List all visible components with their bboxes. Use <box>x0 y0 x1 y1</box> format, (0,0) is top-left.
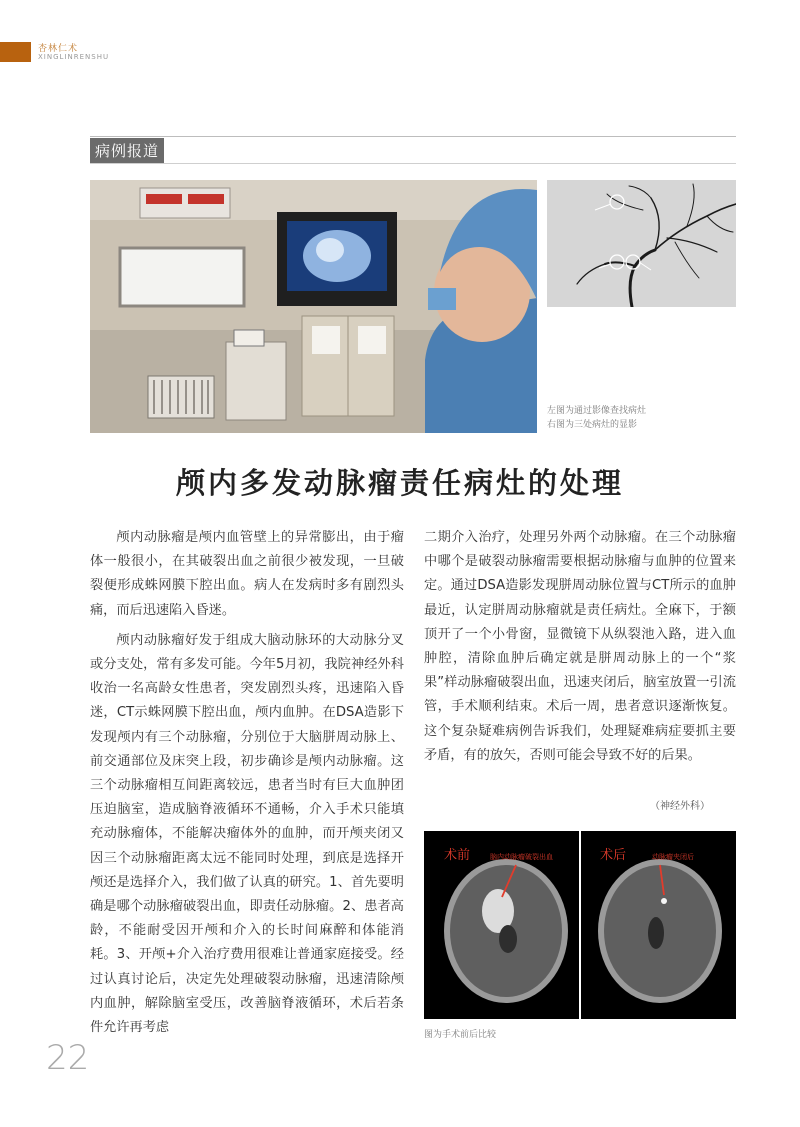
page-number: 22 <box>46 1038 90 1078</box>
article-right-column <box>424 526 736 768</box>
section-bottom-rule <box>90 163 736 164</box>
article-left-column <box>90 526 404 1040</box>
ct-post-op-label: 术后 <box>600 848 627 863</box>
angiography-image <box>547 180 736 307</box>
department-signature: （神经外科） <box>650 801 710 812</box>
article-paragraph: 颅内动脉瘤好发于组成大脑动脉环的大动脉分叉或分支处，常有多发可能。今年5月初，我院神经外科收治一名高龄女性患者，突发剧烈头疼，迅速陷入昏迷，CT示蛛网膜下腔出血，颅内血肿。在DSA造影下发现颅内有三个动脉瘤，分别位于大脑胼周动脉上、前交通部位及床突上段，初步确诊是颅内动脉瘤。这三个动脉瘤相互间距离较远，患者当时有巨大血肿团压迫脑室，造成脑脊液循环不通畅，介入手术只能填充动脉瘤体，不能解决瘤体外的血肿，而开颅夹闭又因三个动脉瘤距离太远不能同时处理，到底是选择开颅还是选择介入，我们做了认真的研究。1、首先要明确是哪个动脉瘤破裂出血，即责任动脉瘤。2、患者高龄，不能耐受因开颅和介入的长时间麻醉和体能消耗。3、开颅+介入治疗费用很难让普通家庭接受。经过认真讨论后，决定先处理破裂动脉瘤，迅速清除颅内血肿，解除脑室受压，改善脑脊液循环，术后若条件允许再考虑 <box>90 632 404 1036</box>
ct-caption: 图为手术前后比较 <box>424 1030 497 1040</box>
caption-line-left-photo: 左图为通过影像查找病灶 <box>547 406 647 416</box>
magazine-section-pinyin: XINGLINRENSHU <box>38 53 110 61</box>
caption-line-right-photo: 右图为三处病灶的显影 <box>547 420 638 430</box>
ct-post-op-annotation: 动脉瘤夹闭后 <box>652 853 694 861</box>
ct-comparison-image <box>424 831 736 1019</box>
magazine-section-name: 杏林仁术 <box>38 44 79 54</box>
article-paragraph-continued: 二期介入治疗，处理另外两个动脉瘤。在三个动脉瘤中哪个是破裂动脉瘤需要根据动脉瘤与血肿的位置来定。通过DSA造影发现胼周动脉位置与CT所示的血肿最近，认定胼周动脉瘤就是责任病灶。全麻下，于额顶开了一个小骨窗，显微镜下从纵裂池入路，进入血肿腔，清除血肿后确定就是胼周动脉上的一个“浆果”样动脉瘤破裂出血，迅速夹闭后，脑室放置一引流管，手术顺利结束。术后一周，患者意识逐渐恢复。这个复杂疑难病例告诉我们，处理疑难病症要抓主要矛盾，有的放矢，否则可能会导致不好的后果。 <box>424 530 736 763</box>
section-top-rule <box>90 136 736 137</box>
article-paragraph: 颅内动脉瘤是颅内血管壁上的异常膨出，由于瘤体一般很小，在其破裂出血之前很少被发现，一旦破裂便形成蛛网膜下腔出血。病人在发病时多有剧烈头痛，而后迅速陷入昏迷。 <box>90 530 404 618</box>
top-photo-caption <box>547 404 737 432</box>
section-label: 病例报道 <box>90 138 164 164</box>
ct-pre-op-annotation: 脑内动脉瘤破裂出血 <box>490 853 553 861</box>
ct-pre-op-label: 术前 <box>444 848 471 863</box>
brand-color-bar <box>0 42 31 62</box>
operating-room-photo <box>90 180 537 433</box>
article-title: 颅内多发动脉瘤责任病灶的处理 <box>175 466 624 500</box>
